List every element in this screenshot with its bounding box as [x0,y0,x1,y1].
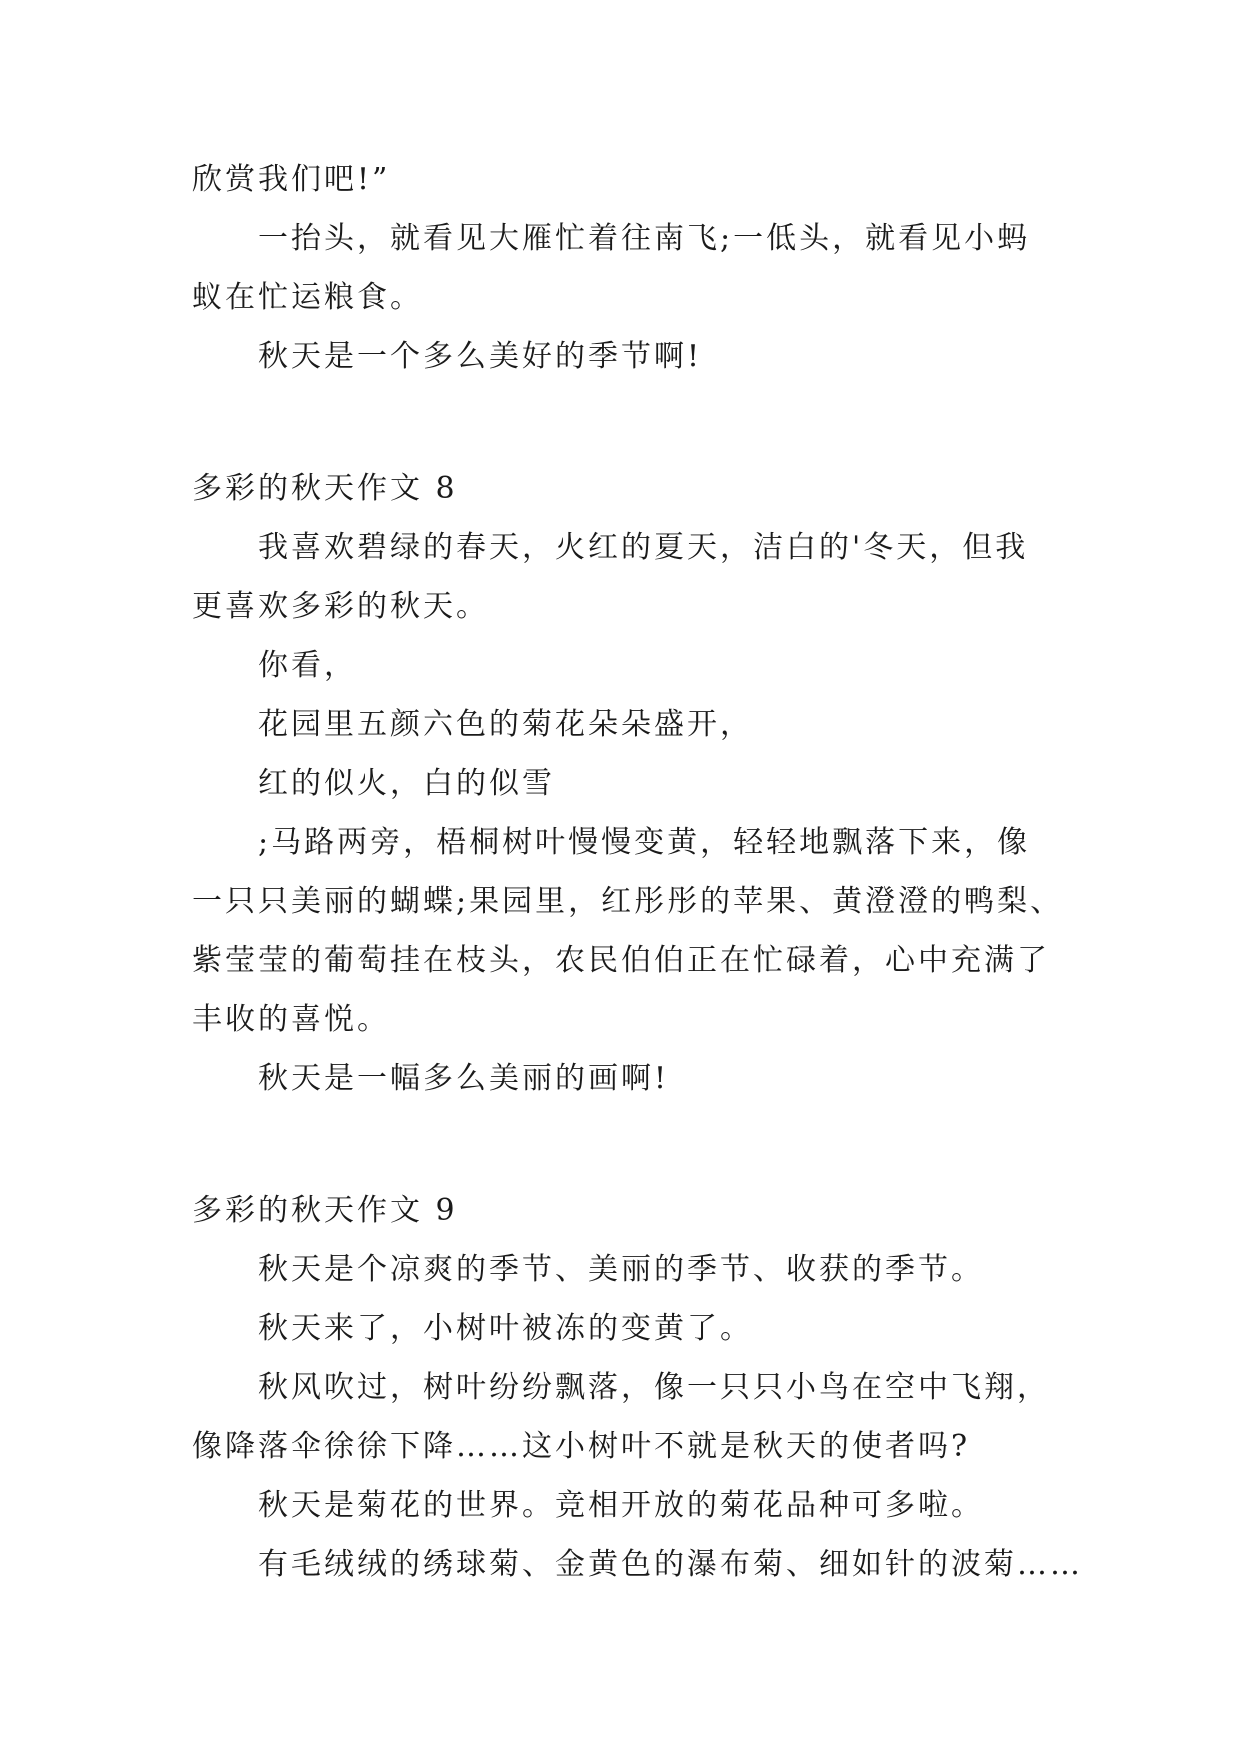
paragraph-line: 你看， [258,648,357,683]
paragraph-line: 我喜欢碧绿的春天，火红的夏天，洁白的'冬天，但我 [258,530,1029,565]
section-heading: 多彩的秋天作文 8 [192,471,458,506]
paragraph-line: 蚁在忙运粮食。 [192,280,423,315]
paragraph-line: 紫莹莹的葡萄挂在枝头，农民伯伯正在忙碌着，心中充满了 [192,943,1050,978]
paragraph-line: 红的似火，白的似雪 [258,766,555,801]
paragraph-line: 秋天是个凉爽的季节、美丽的季节、收获的季节。 [258,1252,984,1287]
paragraph-line: 花园里五颜六色的菊花朵朵盛开， [258,707,753,742]
paragraph-line: 欣赏我们吧!” [192,162,391,197]
paragraph-line: 一只只美丽的蝴蝶;果园里，红彤彤的苹果、黄澄澄的鸭梨、 [192,884,1064,919]
document-body [192,150,1083,1594]
paragraph-line: 秋天是一幅多么美丽的画啊! [258,1061,670,1096]
paragraph-line: 秋天是菊花的世界。竞相开放的菊花品种可多啦。 [258,1488,984,1523]
section-gap [192,1108,1072,1181]
paragraph-line: 像降落伞徐徐下降……这小树叶不就是秋天的使者吗? [192,1429,971,1464]
paragraph-line: 一抬头，就看见大雁忙着往南飞;一低头，就看见小蚂 [258,221,1031,256]
section-gap [192,386,1072,459]
paragraph-line: 秋风吹过，树叶纷纷飘落，像一只只小鸟在空中飞翔， [258,1370,1050,1405]
paragraph-line: 有毛绒绒的绣球菊、金黄色的瀑布菊、细如针的波菊…… [258,1547,1083,1582]
paragraph-line: 更喜欢多彩的秋天。 [192,589,489,624]
paragraph-line: 秋天来了，小树叶被冻的变黄了。 [258,1311,753,1346]
paragraph-line: 秋天是一个多么美好的季节啊! [258,339,703,374]
section-heading: 多彩的秋天作文 9 [192,1193,458,1228]
paragraph-line: 丰收的喜悦。 [192,1002,390,1037]
paragraph-line: ;马路两旁，梧桐树叶慢慢变黄，轻轻地飘落下来，像 [258,825,1031,860]
